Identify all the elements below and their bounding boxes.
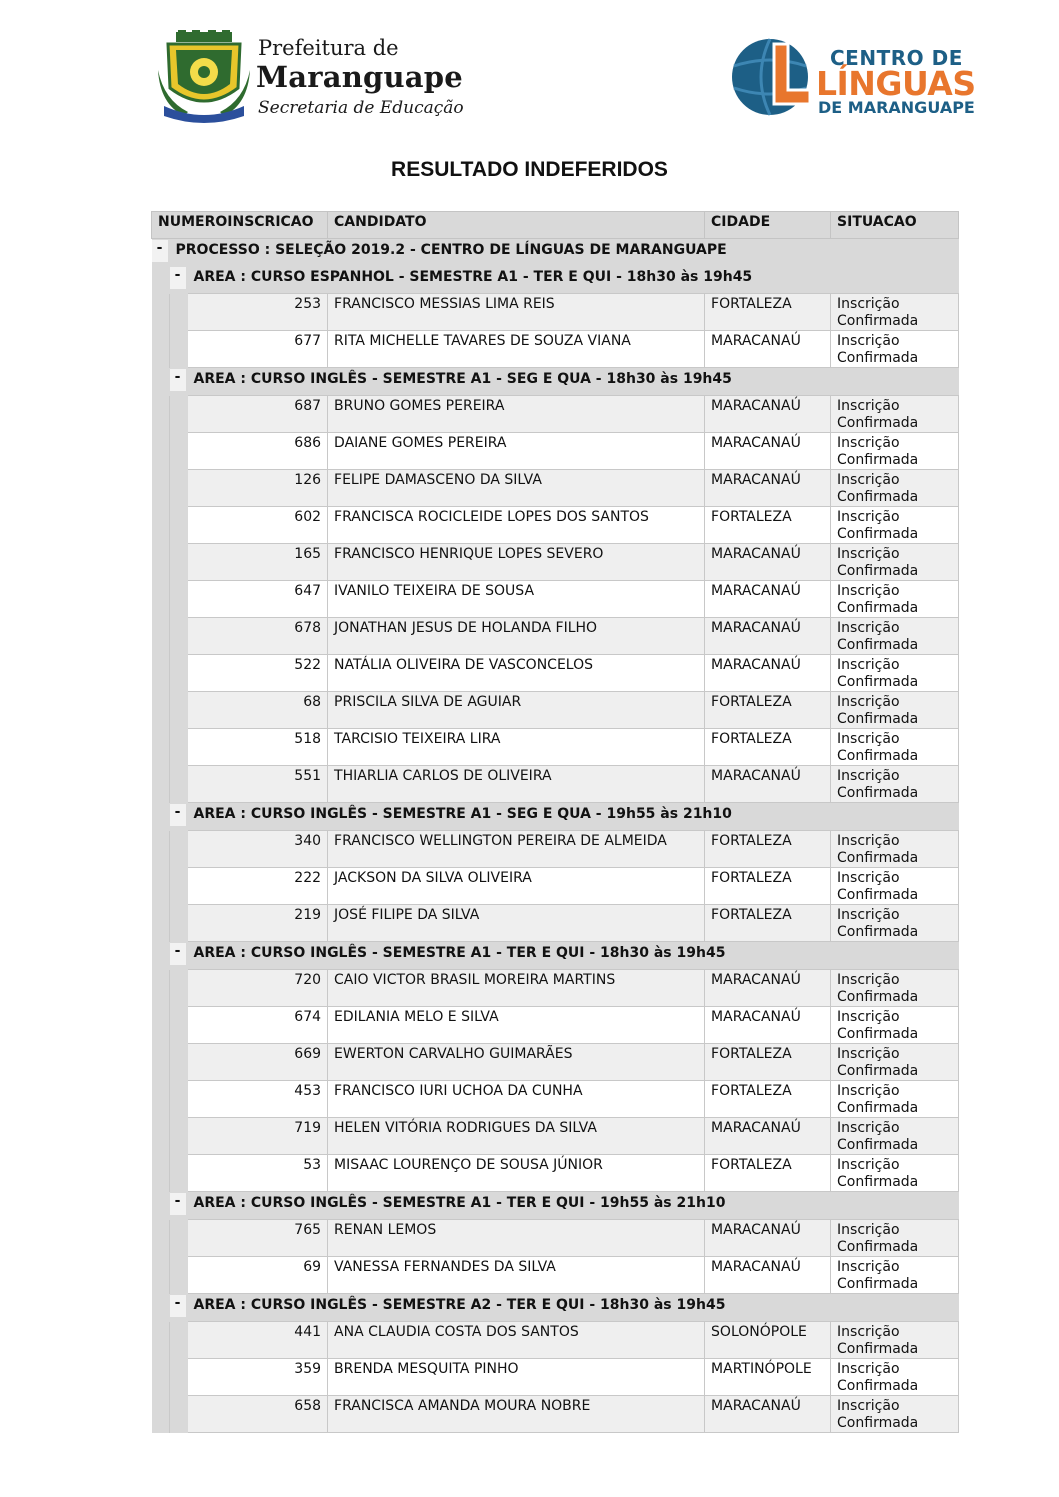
table-row [152, 1007, 959, 1044]
table-body [152, 239, 959, 1433]
cell-situacao: Inscrição Confirmada [831, 331, 959, 368]
collapse-toggle-icon[interactable]: - [170, 369, 186, 391]
cell-situacao: Inscrição Confirmada [831, 581, 959, 618]
table-row [152, 618, 959, 655]
table-row [152, 692, 959, 729]
cell-situacao: Inscrição Confirmada [831, 868, 959, 905]
row-gutter-cell [170, 1322, 188, 1359]
table-row [152, 433, 959, 470]
cell-numero: 647 [188, 581, 328, 618]
cell-candidato: BRUNO GOMES PEREIRA [328, 396, 705, 433]
prefeitura-line1: Prefeitura de [258, 36, 399, 60]
cell-cidade: MARACANAÚ [705, 766, 831, 803]
row-gutter-cell [170, 868, 188, 905]
row-gutter-cell [152, 1322, 170, 1359]
table-row [152, 1396, 959, 1433]
collapse-toggle-icon[interactable]: - [152, 240, 168, 262]
row-gutter-cell [170, 507, 188, 544]
cell-situacao: Inscrição Confirmada [831, 729, 959, 766]
cell-candidato: FRANCISCO IURI UCHOA DA CUNHA [328, 1081, 705, 1118]
area-label: AREA : CURSO INGLÊS - SEMESTRE A1 - SEG E QUA - 19h55 às 21h10 [188, 803, 959, 831]
cell-numero: 677 [188, 331, 328, 368]
prefeitura-line3: Secretaria de Educação [258, 98, 464, 118]
centro-line1: CENTRO DE [830, 46, 963, 70]
cell-situacao: Inscrição Confirmada [831, 831, 959, 868]
row-gutter-cell [152, 1081, 170, 1118]
table-row [152, 970, 959, 1007]
row-gutter-cell [170, 1359, 188, 1396]
cell-numero: 522 [188, 655, 328, 692]
row-gutter-cell [152, 1257, 170, 1294]
area-group-row [152, 803, 959, 831]
cell-situacao: Inscrição Confirmada [831, 470, 959, 507]
cell-numero: 658 [188, 1396, 328, 1433]
cell-cidade: FORTALEZA [705, 692, 831, 729]
cell-numero: 359 [188, 1359, 328, 1396]
cell-situacao: Inscrição Confirmada [831, 1155, 959, 1192]
cell-situacao: Inscrição Confirmada [831, 970, 959, 1007]
cell-cidade: MARACANAÚ [705, 1396, 831, 1433]
cell-cidade: FORTALEZA [705, 831, 831, 868]
cell-numero: 518 [188, 729, 328, 766]
row-gutter-cell [170, 655, 188, 692]
cell-cidade: MARACANAÚ [705, 331, 831, 368]
cell-situacao: Inscrição Confirmada [831, 1118, 959, 1155]
table-row [152, 507, 959, 544]
cell-numero: 453 [188, 1081, 328, 1118]
column-header-situacao: SITUACAO [831, 212, 959, 239]
row-gutter-cell [152, 581, 170, 618]
cell-numero: 686 [188, 433, 328, 470]
cell-situacao: Inscrição Confirmada [831, 433, 959, 470]
cell-cidade: FORTALEZA [705, 1044, 831, 1081]
cell-numero: 602 [188, 507, 328, 544]
cell-situacao: Inscrição Confirmada [831, 507, 959, 544]
row-gutter-cell [152, 1007, 170, 1044]
area-gutter-cell [152, 942, 170, 970]
row-gutter-cell [170, 1396, 188, 1433]
row-gutter-cell [152, 618, 170, 655]
cell-cidade: MARACANAÚ [705, 470, 831, 507]
column-header-candidato: CANDIDATO [328, 212, 705, 239]
centro-line2: LÍNGUAS [816, 64, 976, 103]
cell-numero: 165 [188, 544, 328, 581]
row-gutter-cell [152, 692, 170, 729]
cell-cidade: MARACANAÚ [705, 433, 831, 470]
row-gutter-cell [152, 766, 170, 803]
cell-numero: 669 [188, 1044, 328, 1081]
area-group-row [152, 1192, 959, 1220]
cell-numero: 222 [188, 868, 328, 905]
area-label: AREA : CURSO INGLÊS - SEMESTRE A2 - TER E QUI - 18h30 às 19h45 [188, 1294, 959, 1322]
collapse-toggle-icon[interactable]: - [170, 1295, 186, 1317]
cell-cidade: MARACANAÚ [705, 655, 831, 692]
cell-candidato: TARCISIO TEIXEIRA LIRA [328, 729, 705, 766]
row-gutter-cell [170, 581, 188, 618]
cell-candidato: FELIPE DAMASCENO DA SILVA [328, 470, 705, 507]
cell-situacao: Inscrição Confirmada [831, 766, 959, 803]
area-gutter-cell [152, 1192, 170, 1220]
process-group-row [152, 239, 959, 267]
row-gutter-cell [170, 1220, 188, 1257]
globe-icon [730, 36, 812, 118]
area-toggle-cell [170, 803, 188, 831]
page-title: RESULTADO INDEFERIDOS [391, 158, 668, 181]
cell-numero: 674 [188, 1007, 328, 1044]
cell-cidade: MARTINÓPOLE [705, 1359, 831, 1396]
row-gutter-cell [170, 692, 188, 729]
collapse-toggle-icon[interactable]: - [170, 267, 186, 289]
area-toggle-cell [170, 1294, 188, 1322]
table-row [152, 1257, 959, 1294]
cell-cidade: MARACANAÚ [705, 1220, 831, 1257]
row-gutter-cell [170, 766, 188, 803]
cell-situacao: Inscrição Confirmada [831, 1007, 959, 1044]
row-gutter-cell [152, 1359, 170, 1396]
row-gutter-cell [170, 544, 188, 581]
cell-situacao: Inscrição Confirmada [831, 396, 959, 433]
row-gutter-cell [170, 905, 188, 942]
row-gutter-cell [170, 1081, 188, 1118]
row-gutter-cell [152, 507, 170, 544]
cell-cidade: FORTALEZA [705, 729, 831, 766]
cell-candidato: JONATHAN JESUS DE HOLANDA FILHO [328, 618, 705, 655]
cell-situacao: Inscrição Confirmada [831, 905, 959, 942]
cell-numero: 340 [188, 831, 328, 868]
row-gutter-cell [152, 331, 170, 368]
cell-numero: 253 [188, 294, 328, 331]
results-table [151, 211, 959, 1433]
cell-candidato: FRANCISCA AMANDA MOURA NOBRE [328, 1396, 705, 1433]
row-gutter-cell [152, 868, 170, 905]
cell-cidade: MARACANAÚ [705, 1007, 831, 1044]
cell-candidato: CAIO VICTOR BRASIL MOREIRA MARTINS [328, 970, 705, 1007]
cell-cidade: FORTALEZA [705, 1155, 831, 1192]
cell-situacao: Inscrição Confirmada [831, 294, 959, 331]
row-gutter-cell [170, 1155, 188, 1192]
area-label: AREA : CURSO INGLÊS - SEMESTRE A1 - TER E QUI - 19h55 às 21h10 [188, 1192, 959, 1220]
row-gutter-cell [152, 396, 170, 433]
row-gutter-cell [170, 970, 188, 1007]
table-row [152, 729, 959, 766]
cell-situacao: Inscrição Confirmada [831, 544, 959, 581]
cell-cidade: FORTALEZA [705, 1081, 831, 1118]
collapse-toggle-icon[interactable]: - [170, 943, 186, 965]
area-toggle-cell [170, 368, 188, 396]
cell-cidade: FORTALEZA [705, 905, 831, 942]
cell-candidato: FRANCISCO MESSIAS LIMA REIS [328, 294, 705, 331]
cell-candidato: RITA MICHELLE TAVARES DE SOUZA VIANA [328, 331, 705, 368]
cell-cidade: MARACANAÚ [705, 544, 831, 581]
row-gutter-cell [152, 544, 170, 581]
cell-cidade: MARACANAÚ [705, 618, 831, 655]
cell-candidato: IVANILO TEIXEIRA DE SOUSA [328, 581, 705, 618]
area-toggle-cell [170, 266, 188, 294]
centro-linguas-logo [730, 36, 980, 118]
table-row [152, 470, 959, 507]
row-gutter-cell [170, 729, 188, 766]
cell-cidade: MARACANAÚ [705, 396, 831, 433]
table-row [152, 766, 959, 803]
cell-numero: 53 [188, 1155, 328, 1192]
cell-situacao: Inscrição Confirmada [831, 1322, 959, 1359]
table-row [152, 294, 959, 331]
cell-numero: 720 [188, 970, 328, 1007]
area-gutter-cell [152, 266, 170, 294]
row-gutter-cell [170, 1257, 188, 1294]
cell-situacao: Inscrição Confirmada [831, 1081, 959, 1118]
row-gutter-cell [152, 1118, 170, 1155]
centro-line3: DE MARANGUAPE [818, 98, 975, 117]
area-gutter-cell [152, 803, 170, 831]
cell-cidade: MARACANAÚ [705, 1257, 831, 1294]
cell-candidato: BRENDA MESQUITA PINHO [328, 1359, 705, 1396]
cell-situacao: Inscrição Confirmada [831, 692, 959, 729]
cell-numero: 219 [188, 905, 328, 942]
cell-situacao: Inscrição Confirmada [831, 1257, 959, 1294]
cell-candidato: FRANCISCO HENRIQUE LOPES SEVERO [328, 544, 705, 581]
document-header [0, 0, 1059, 140]
cell-candidato: PRISCILA SILVA DE AGUIAR [328, 692, 705, 729]
table-row [152, 581, 959, 618]
cell-candidato: HELEN VITÓRIA RODRIGUES DA SILVA [328, 1118, 705, 1155]
collapse-toggle-icon[interactable]: - [170, 804, 186, 826]
row-gutter-cell [152, 905, 170, 942]
cell-numero: 678 [188, 618, 328, 655]
cell-candidato: NATÁLIA OLIVEIRA DE VASCONCELOS [328, 655, 705, 692]
area-group-row [152, 942, 959, 970]
table-row [152, 331, 959, 368]
area-label: AREA : CURSO INGLÊS - SEMESTRE A1 - SEG E QUA - 18h30 às 19h45 [188, 368, 959, 396]
table-row [152, 1044, 959, 1081]
column-header-numero: NUMEROINSCRICAO [152, 212, 328, 239]
cell-cidade: MARACANAÚ [705, 581, 831, 618]
area-toggle-cell [170, 942, 188, 970]
area-group-row [152, 1294, 959, 1322]
municipal-coat-of-arms-icon [158, 30, 250, 125]
row-gutter-cell [170, 1044, 188, 1081]
cell-cidade: MARACANAÚ [705, 1118, 831, 1155]
row-gutter-cell [170, 331, 188, 368]
cell-situacao: Inscrição Confirmada [831, 1396, 959, 1433]
cell-numero: 126 [188, 470, 328, 507]
table-row [152, 1081, 959, 1118]
area-label: AREA : CURSO ESPANHOL - SEMESTRE A1 - TER E QUI - 18h30 às 19h45 [188, 266, 959, 294]
process-label: PROCESSO : SELEÇÃO 2019.2 - CENTRO DE LÍNGUAS DE MARANGUAPE [170, 239, 959, 267]
table-row [152, 905, 959, 942]
row-gutter-cell [170, 831, 188, 868]
area-gutter-cell [152, 1294, 170, 1322]
cell-situacao: Inscrição Confirmada [831, 1359, 959, 1396]
cell-candidato: JACKSON DA SILVA OLIVEIRA [328, 868, 705, 905]
cell-situacao: Inscrição Confirmada [831, 655, 959, 692]
cell-numero: 441 [188, 1322, 328, 1359]
cell-cidade: FORTALEZA [705, 294, 831, 331]
process-toggle-cell [152, 239, 170, 267]
row-gutter-cell [170, 433, 188, 470]
area-gutter-cell [152, 368, 170, 396]
cell-candidato: EWERTON CARVALHO GUIMARÃES [328, 1044, 705, 1081]
row-gutter-cell [152, 729, 170, 766]
row-gutter-cell [152, 1155, 170, 1192]
row-gutter-cell [170, 1007, 188, 1044]
cell-candidato: MISAAC LOURENÇO DE SOUSA JÚNIOR [328, 1155, 705, 1192]
cell-cidade: FORTALEZA [705, 507, 831, 544]
table-row [152, 868, 959, 905]
row-gutter-cell [152, 1396, 170, 1433]
cell-numero: 551 [188, 766, 328, 803]
row-gutter-cell [170, 1118, 188, 1155]
cell-numero: 765 [188, 1220, 328, 1257]
cell-cidade: SOLONÓPOLE [705, 1322, 831, 1359]
table-row [152, 1220, 959, 1257]
column-header-cidade: CIDADE [705, 212, 831, 239]
row-gutter-cell [152, 1044, 170, 1081]
row-gutter-cell [170, 294, 188, 331]
table-row [152, 831, 959, 868]
table-row [152, 1155, 959, 1192]
area-label: AREA : CURSO INGLÊS - SEMESTRE A1 - TER E QUI - 18h30 às 19h45 [188, 942, 959, 970]
row-gutter-cell [152, 831, 170, 868]
table-row [152, 1359, 959, 1396]
cell-situacao: Inscrição Confirmada [831, 1044, 959, 1081]
cell-numero: 719 [188, 1118, 328, 1155]
collapse-toggle-icon[interactable]: - [170, 1193, 186, 1215]
row-gutter-cell [152, 970, 170, 1007]
area-group-row [152, 368, 959, 396]
row-gutter-cell [152, 655, 170, 692]
row-gutter-cell [152, 470, 170, 507]
area-group-row [152, 266, 959, 294]
cell-candidato: DAIANE GOMES PEREIRA [328, 433, 705, 470]
cell-cidade: FORTALEZA [705, 868, 831, 905]
row-gutter-cell [170, 618, 188, 655]
table-header-row [152, 212, 959, 239]
row-gutter-cell [152, 433, 170, 470]
cell-numero: 69 [188, 1257, 328, 1294]
cell-candidato: JOSÉ FILIPE DA SILVA [328, 905, 705, 942]
row-gutter-cell [170, 396, 188, 433]
table-row [152, 655, 959, 692]
cell-candidato: FRANCISCO WELLINGTON PEREIRA DE ALMEIDA [328, 831, 705, 868]
table-row [152, 1322, 959, 1359]
row-gutter-cell [152, 1220, 170, 1257]
prefeitura-logo [158, 30, 464, 125]
cell-candidato: ANA CLAUDIA COSTA DOS SANTOS [328, 1322, 705, 1359]
cell-candidato: FRANCISCA ROCICLEIDE LOPES DOS SANTOS [328, 507, 705, 544]
cell-candidato: RENAN LEMOS [328, 1220, 705, 1257]
cell-candidato: VANESSA FERNANDES DA SILVA [328, 1257, 705, 1294]
cell-numero: 687 [188, 396, 328, 433]
table-row [152, 544, 959, 581]
cell-situacao: Inscrição Confirmada [831, 1220, 959, 1257]
cell-cidade: MARACANAÚ [705, 970, 831, 1007]
row-gutter-cell [170, 470, 188, 507]
prefeitura-line2: Maranguape [256, 60, 463, 94]
table-row [152, 396, 959, 433]
cell-candidato: EDILANIA MELO E SILVA [328, 1007, 705, 1044]
area-toggle-cell [170, 1192, 188, 1220]
table-row [152, 1118, 959, 1155]
cell-situacao: Inscrição Confirmada [831, 618, 959, 655]
cell-candidato: THIARLIA CARLOS DE OLIVEIRA [328, 766, 705, 803]
cell-numero: 68 [188, 692, 328, 729]
row-gutter-cell [152, 294, 170, 331]
